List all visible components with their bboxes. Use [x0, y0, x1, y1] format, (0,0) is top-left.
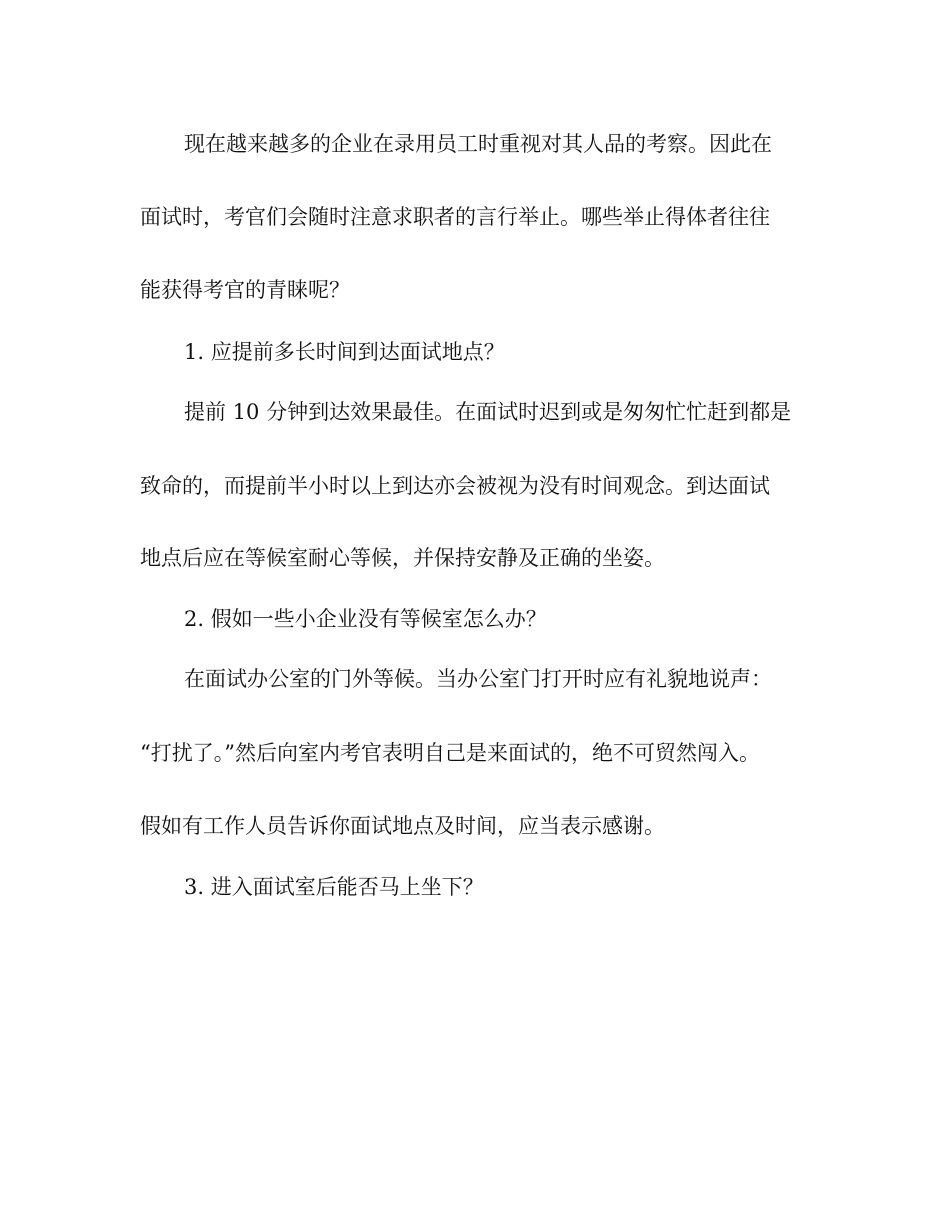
paragraph-line: 面试时，考官们会随时注意求职者的言行举止。哪些举止得体者往往: [140, 205, 770, 229]
paragraph-line: 假如有工作人员告诉你面试地点及时间，应当表示感谢。: [140, 814, 665, 838]
paragraph-line: 现在越来越多的企业在录用员工时重视对其人品的考察。因此在: [184, 132, 772, 156]
paragraph-line: 在面试办公室的门外等候。当办公室门打开时应有礼貌地说声：: [184, 667, 772, 691]
paragraph-line: 致命的，而提前半小时以上到达亦会被视为没有时间观念。到达面试: [140, 474, 770, 498]
paragraph-line: 提前 10 分钟到达效果最佳。在面试时迟到或是匆匆忙忙赶到都是: [184, 400, 792, 424]
question-heading: 3. 进入面试室后能否马上坐下？: [184, 875, 484, 899]
question-heading: 2. 假如一些小企业没有等候室怎么办？: [184, 607, 547, 631]
question-heading: 1. 应提前多长时间到达面试地点？: [184, 340, 505, 364]
paragraph-line: 能获得考官的青睐呢？: [140, 278, 350, 302]
paragraph-line: 地点后应在等候室耐心等候，并保持安静及正确的坐姿。: [140, 546, 665, 570]
paragraph-line: “打扰了。”然后向室内考官表明自己是来面试的，绝不可贸然闯入。: [140, 741, 760, 765]
